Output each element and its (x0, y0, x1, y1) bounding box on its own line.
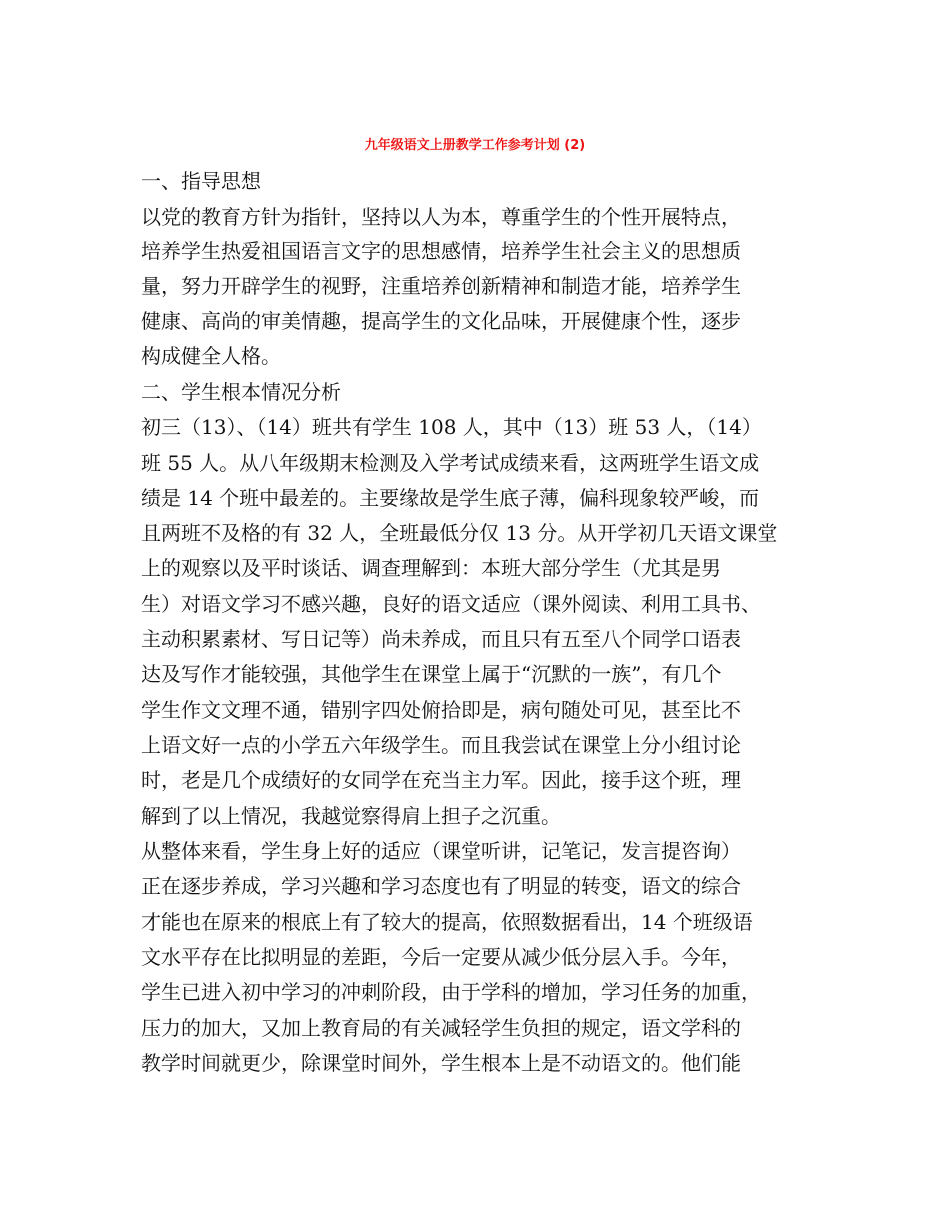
text-line: 班 55 人。从八年级期末检测及入学考试成绩来看，这两班学生语文成 (141, 451, 760, 475)
text-line: 解到了以上情况，我越觉察得肩上担子之沉重。 (141, 804, 561, 828)
page-title: 九年级语文上册教学工作参考计划 (2) (364, 138, 586, 153)
text-line: 学生已进入初中学习的冲刺阶段，由于学科的增加，学习任务的加重， (141, 980, 761, 1004)
text-line: 主动积累素材、写日记等）尚未养成，而且只有五至八个同学口语表 (141, 627, 741, 651)
text-line: 上的观察以及平时谈话、调查理解到：本班大部分学生（尤其是男 (141, 556, 721, 580)
text-line: 生）对语文学习不感兴趣，良好的语文适应（课外阅读、利用工具书、 (141, 592, 761, 616)
text-line: 以党的教育方针为指针，坚持以人为本，尊重学生的个性开展特点， (141, 205, 741, 229)
text-line: 健康、高尚的审美情趣，提高学生的文化品味，开展健康个性，逐步 (141, 309, 741, 333)
text-line: 构成健全人格。 (141, 344, 281, 368)
text-line: 达及写作才能较强，其他学生在课堂上属于“沉默的一族”，有几个 (141, 662, 722, 686)
text-line: 时，老是几个成绩好的女同学在充当主力军。因此，接手这个班，理 (141, 768, 741, 792)
text-line: 文水平存在比拟明显的差距，今后一定要从减少低分层入手。今年， (141, 945, 741, 969)
text-line: 从整体来看，学生身上好的适应（课堂听讲，记笔记，发言提咨询） (141, 839, 741, 863)
text-line: 学生作文文理不通，错别字四处俯拾即是，病句随处可见，甚至比不 (141, 698, 741, 722)
text-line: 培养学生热爱祖国语言文字的思想感情，培养学生社会主义的思想质 (141, 239, 741, 263)
text-line: 才能也在原来的根底上有了较大的提高，依照数据看出，14 个班级语 (141, 910, 753, 934)
section-heading-guiding-thought: 一、指导思想 (141, 169, 261, 193)
text-line: 正在逐步养成，学习兴趣和学习态度也有了明显的转变，语文的综合 (141, 874, 741, 898)
text-line: 上语文好一点的小学五六年级学生。而且我尝试在课堂上分小组讨论 (141, 733, 741, 757)
text-line: 压力的加大，又加上教育局的有关减轻学生负担的规定，语文学科的 (141, 1016, 741, 1040)
text-line: 初三（13）、（14）班共有学生 108 人，其中（13）班 53 人，（14） (141, 415, 762, 439)
text-line: 且两班不及格的有 32 人，全班最低分仅 13 分。从开学初几天语文课堂 (141, 521, 778, 545)
section-heading-student-analysis: 二、学生根本情况分析 (141, 380, 341, 404)
text-line: 教学时间就更少，除课堂时间外，学生根本上是不动语文的。他们能 (141, 1051, 741, 1075)
text-line: 绩是 14 个班中最差的。主要缘故是学生底子薄，偏科现象较严峻，而 (141, 486, 760, 510)
text-line: 量，努力开辟学生的视野，注重培养创新精神和制造才能，培养学生 (141, 274, 741, 298)
